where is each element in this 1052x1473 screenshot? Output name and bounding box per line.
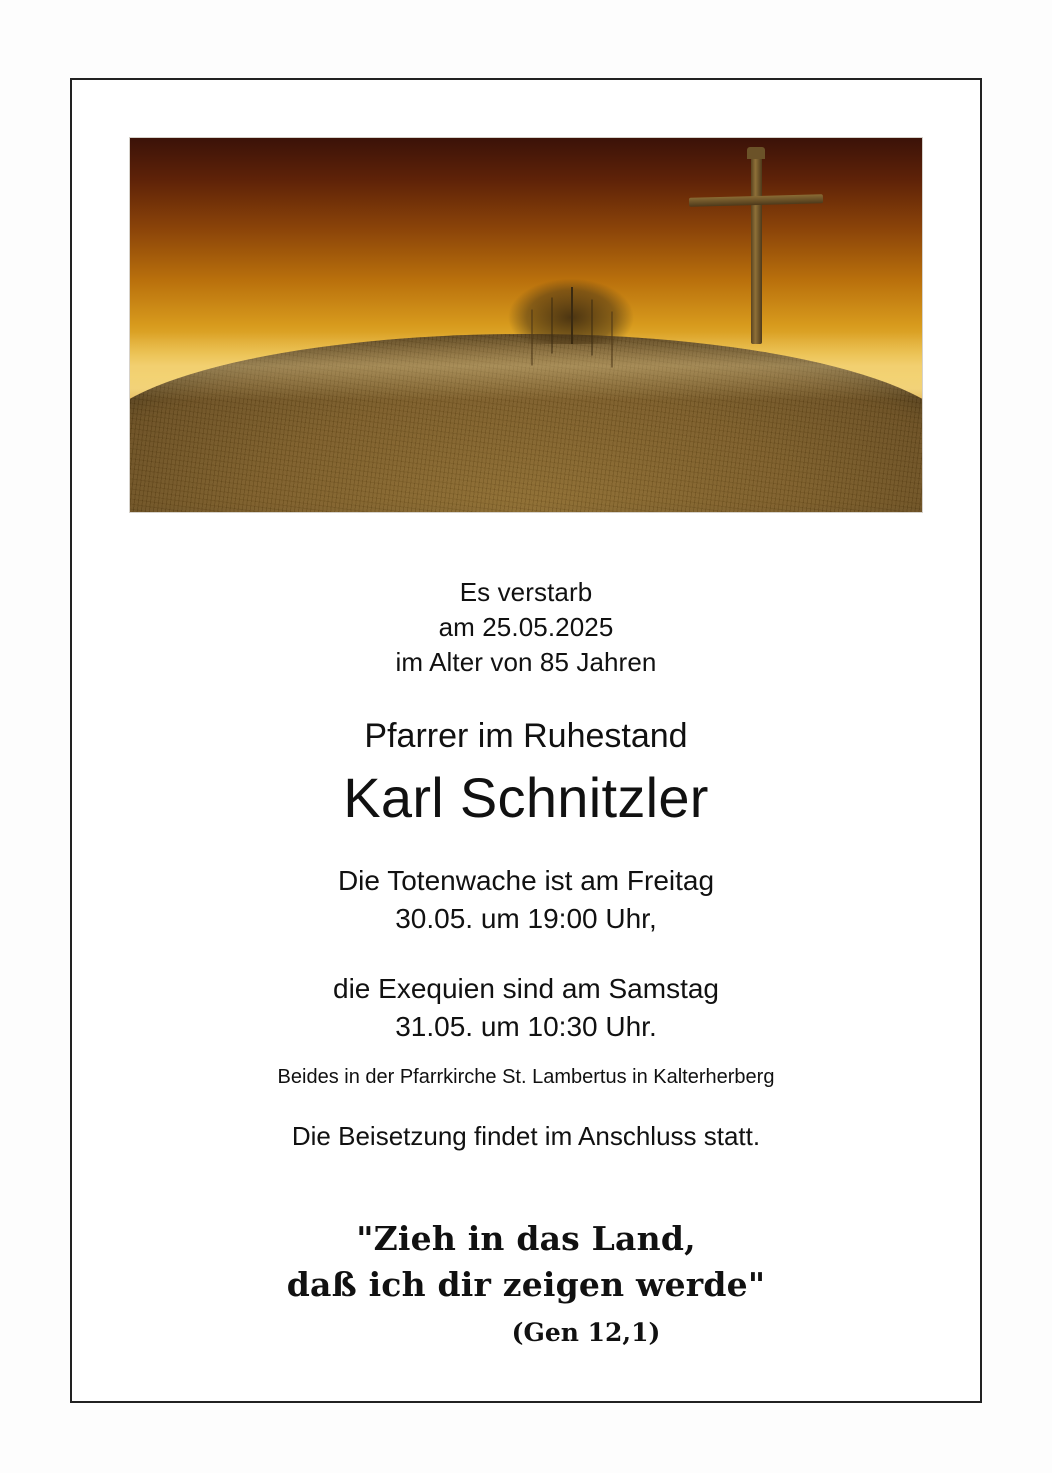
wake-line-2: 30.05. um 19:00 Uhr, bbox=[395, 903, 657, 934]
photo-hill-texture bbox=[129, 334, 923, 513]
exequies-line-2: 31.05. um 10:30 Uhr. bbox=[395, 1011, 657, 1042]
hilltop-wooden-cross-photo bbox=[129, 137, 923, 513]
deceased-role: Pfarrer im Ruhestand bbox=[364, 717, 688, 755]
bible-verse-reference: (Gen 12,1) bbox=[511, 1318, 661, 1347]
card-frame bbox=[70, 78, 982, 1403]
cross-cap bbox=[747, 147, 765, 159]
cross-icon bbox=[696, 154, 816, 344]
death-notice-line-2: am 25.05.2025 bbox=[438, 612, 614, 642]
death-notice-line-3: im Alter von 85 Jahren bbox=[395, 647, 657, 677]
memorial-text bbox=[72, 575, 980, 1350]
bible-verse-line-1: "Zieh in das Land, bbox=[356, 1219, 696, 1258]
cross-arm bbox=[689, 194, 824, 207]
exequies-line-1: die Exequien sind am Samstag bbox=[333, 973, 719, 1004]
bible-verse-line-2: daß ich dir zeigen werde" bbox=[286, 1265, 766, 1304]
bare-tree-icon bbox=[486, 249, 656, 344]
deceased-name: Karl Schnitzler bbox=[343, 766, 709, 829]
photo-sky bbox=[130, 138, 922, 512]
tree-branches bbox=[571, 287, 573, 344]
card-content bbox=[72, 80, 980, 1401]
venue-text: Beides in der Pfarrkirche St. Lambertus in Kalterherberg bbox=[277, 1066, 775, 1088]
death-notice-line-1: Es verstarb bbox=[459, 577, 593, 607]
cross-post bbox=[751, 154, 762, 344]
burial-text: Die Beisetzung findet im Anschluss statt. bbox=[291, 1121, 761, 1151]
wake-line-1: Die Totenwache ist am Freitag bbox=[337, 865, 715, 896]
